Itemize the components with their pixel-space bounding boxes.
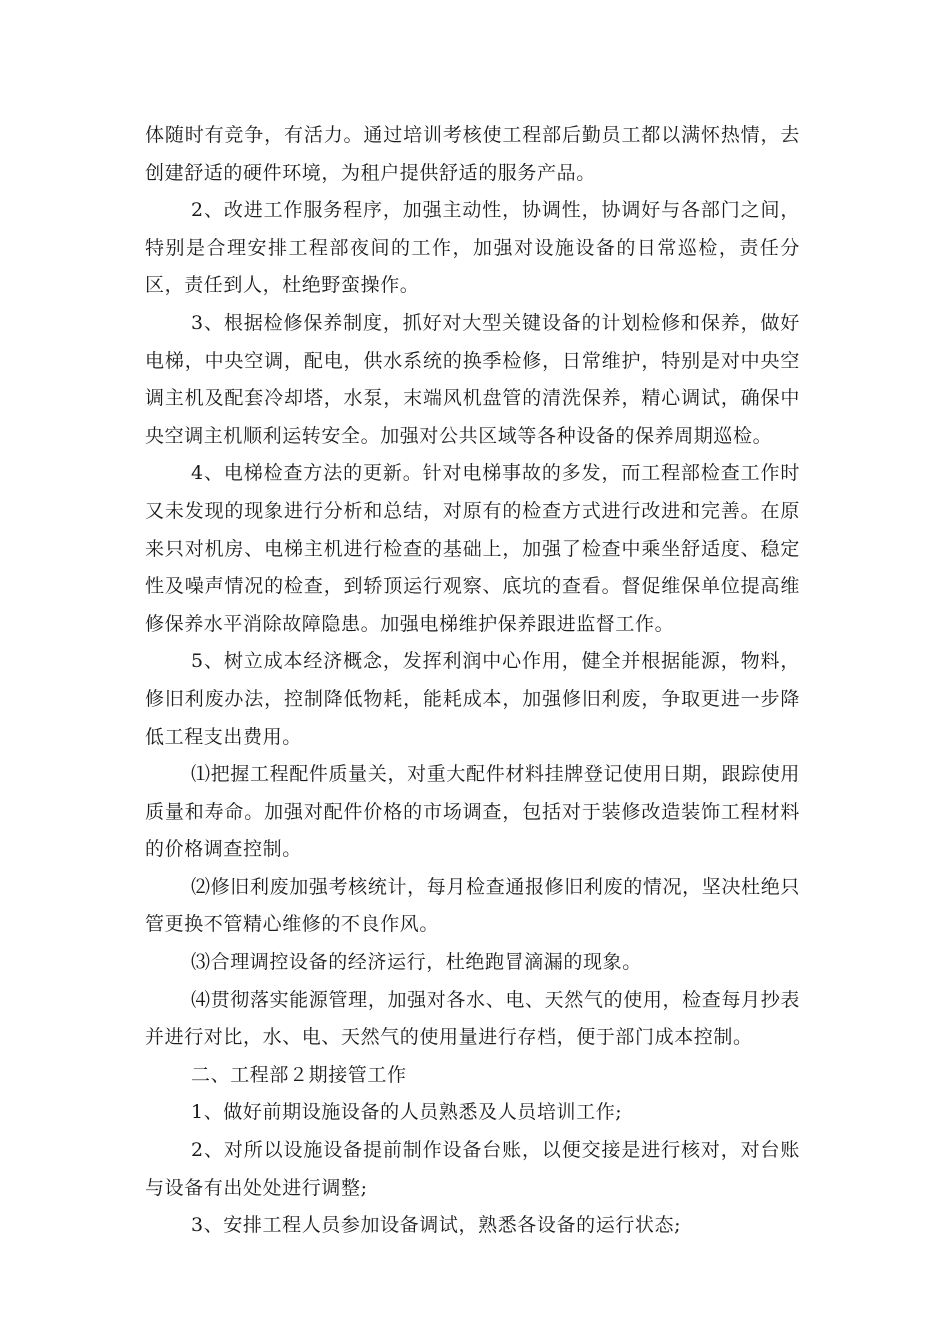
paragraph-sub-2: ⑵修旧利废加强考核统计，每月检查通报修旧利废的情况，坚决杜绝只管更换不管精心维修的不良作风。 (145, 875, 800, 936)
paragraph-takeover-2: 2、对所以设施设备提前制作设备台账，以便交接是进行核对，对台账与设备有出处处进行调整; (145, 1139, 800, 1199)
paragraph-item-3: 3、根据检修保养制度，抓好对大型关键设备的计划检修和保养，做好电梯，中央空调，配电，供水系统的换季检修，日常维护，特别是对中央空调主机及配套冷却塔，水泵，末端风机盘管的清洗保养，精心调试，确保中央空调主机顺利运转安全。加强对公共区域等各种设备的保养周期巡检。 (145, 311, 800, 447)
paragraph-item-4: 4、电梯检查方法的更新。针对电梯事故的多发，而工程部检查工作时又未发现的现象进行分析和总结，对原有的检查方式进行改进和完善。在原来只对机房、电梯主机进行检查的基础上，加强了检查中乘坐舒适度、稳定性及噪声情况的检查，到轿顶运行观察、底坑的查看。督促维保单位提高维修保养水平消除故障隐患。加强电梯维护保养跟进监督工作。 (145, 462, 800, 635)
paragraph-sub-1: ⑴把握工程配件质量关，对重大配件材料挂牌登记使用日期，跟踪使用质量和寿命。加强对配件价格的市场调查，包括对于装修改造装饰工程材料的价格调查控制。 (145, 763, 800, 861)
paragraph-takeover-1: 1、做好前期设施设备的人员熟悉及人员培训工作; (191, 1101, 623, 1124)
document-page (145, 117, 800, 1245)
paragraph-sub-4: ⑷贯彻落实能源管理，加强对各水、电、天然气的使用，检查每月抄表并进行对比，水、电、天然气的使用量进行存档，便于部门成本控制。 (145, 988, 800, 1049)
paragraph-sub-3: ⑶合理调控设备的经济运行，杜绝跑冒滴漏的现象。 (191, 951, 642, 974)
section-heading-takeover: 二、工程部２期接管工作 (191, 1063, 407, 1086)
paragraph-continuation: 体随时有竞争，有活力。通过培训考核使工程部后勤员工都以满怀热情，去创建舒适的硬件环境，为租户提供舒适的服务产品。 (145, 124, 800, 184)
paragraph-item-2: 2、改进工作服务程序，加强主动性，协调性，协调好与各部门之间，特别是合理安排工程部夜间的工作，加强对设施设备的日常巡检，责任分区，责任到人，杜绝野蛮操作。 (145, 199, 800, 297)
paragraph-takeover-3: 3、安排工程人员参加设备调试，熟悉各设备的运行状态; (191, 1214, 682, 1237)
paragraph-item-5: 5、树立成本经济概念，发挥利润中心作用，健全并根据能源，物料，修旧利废办法，控制降低物耗，能耗成本，加强修旧利废，争取更进一步降低工程支出费用。 (145, 650, 800, 748)
